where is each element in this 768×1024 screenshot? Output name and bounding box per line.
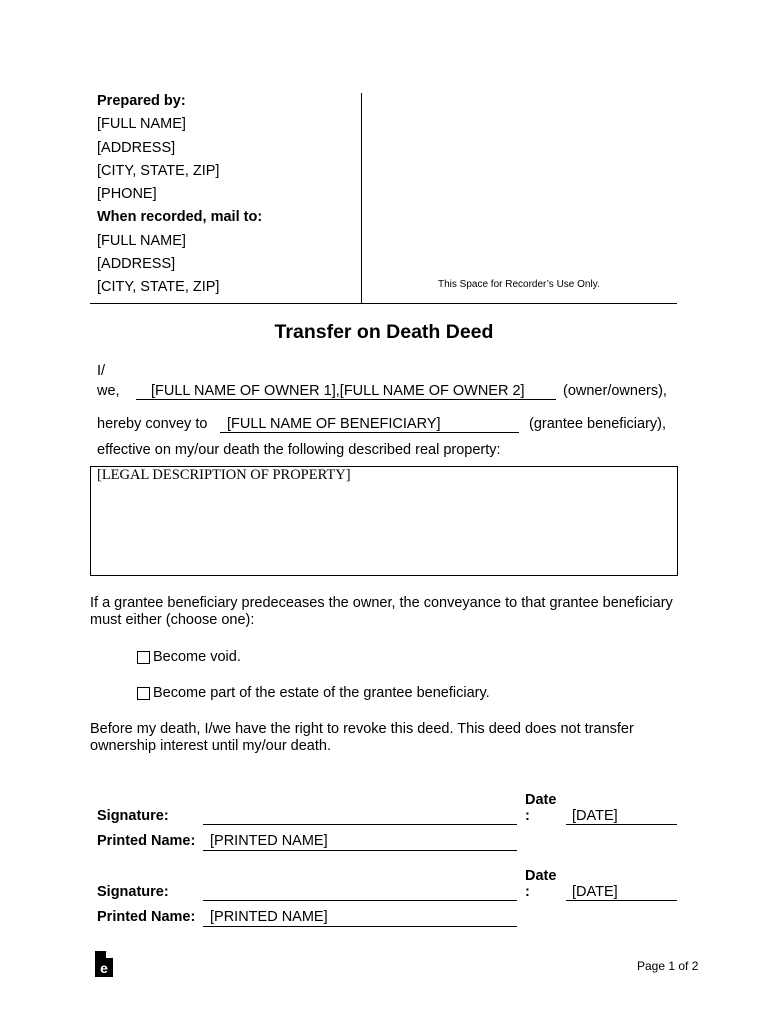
signature-line[interactable] — [203, 824, 517, 825]
beneficiary-name-field[interactable]: [FULL NAME OF BENEFICIARY] — [220, 415, 519, 433]
svg-text:e: e — [100, 960, 108, 976]
mail-name: [FULL NAME] — [97, 232, 186, 249]
prepared-city: [CITY, STATE, ZIP] — [97, 162, 220, 179]
beneficiary-prefix: hereby convey to — [97, 416, 208, 432]
signature-label: Signature: — [97, 884, 169, 900]
date-label-colon: : — [525, 884, 530, 900]
printed-name-line[interactable] — [203, 926, 517, 927]
page-number: Page 1 of 2 — [637, 959, 699, 973]
property-intro: effective on my/our death the following described real property: — [97, 442, 501, 458]
prepared-by-label: Prepared by: — [97, 93, 186, 109]
date-label: Date — [525, 868, 557, 884]
header-divider-vertical — [361, 93, 362, 303]
date-line[interactable] — [566, 824, 677, 825]
predecease-paragraph: If a grantee beneficiary predeceases the owner, the conveyance to that grantee beneficiary must either (choose one): — [90, 595, 673, 628]
option-estate-checkbox[interactable] — [137, 687, 150, 700]
preparer-block — [97, 90, 359, 300]
option-estate-label: Become part of the estate of the grantee beneficiary. — [153, 685, 490, 701]
signature-label: Signature: — [97, 808, 169, 824]
owner-names-field[interactable]: [FULL NAME OF OWNER 1],[FULL NAME OF OWNER 2] — [136, 382, 556, 400]
date-label-colon: : — [525, 808, 530, 824]
printed-name-value: [PRINTED NAME] — [210, 909, 328, 925]
header-divider-horizontal — [90, 303, 677, 304]
owner-prefix-line2: we, — [97, 383, 120, 399]
prepared-name: [FULL NAME] — [97, 116, 186, 133]
owner-prefix-line1: I/ — [97, 363, 106, 379]
legal-description-text: [LEGAL DESCRIPTION OF PROPERTY] — [97, 467, 351, 483]
date-label: Date — [525, 792, 557, 808]
eforms-logo-icon — [95, 951, 113, 981]
signature-line[interactable] — [203, 900, 517, 901]
date-value: [DATE] — [572, 808, 618, 824]
printed-name-value: [PRINTED NAME] — [210, 833, 328, 849]
document-title: Transfer on Death Deed — [274, 321, 494, 343]
date-value: [DATE] — [572, 884, 618, 900]
mail-city: [CITY, STATE, ZIP] — [97, 279, 220, 296]
owner-suffix: (owner/owners), — [563, 383, 667, 399]
beneficiary-suffix: (grantee beneficiary), — [529, 416, 667, 432]
printed-name-line[interactable] — [203, 850, 517, 851]
mail-address: [ADDRESS] — [97, 256, 176, 273]
printed-name-label: Printed Name: — [97, 833, 196, 849]
printed-name-label: Printed Name: — [97, 909, 196, 925]
option-void-label: Become void. — [153, 649, 241, 665]
prepared-address: [ADDRESS] — [97, 139, 176, 156]
option-void-checkbox[interactable] — [137, 651, 150, 664]
mail-to-label: When recorded, mail to: — [97, 209, 263, 226]
recorder-note: This Space for Recorder’s Use Only. — [438, 279, 600, 290]
date-line[interactable] — [566, 900, 677, 901]
prepared-phone: [PHONE] — [97, 186, 157, 203]
revoke-paragraph: Before my death, I/we have the right to revoke this deed. This deed does not transfer ownership interest until my/our death. — [90, 721, 634, 754]
